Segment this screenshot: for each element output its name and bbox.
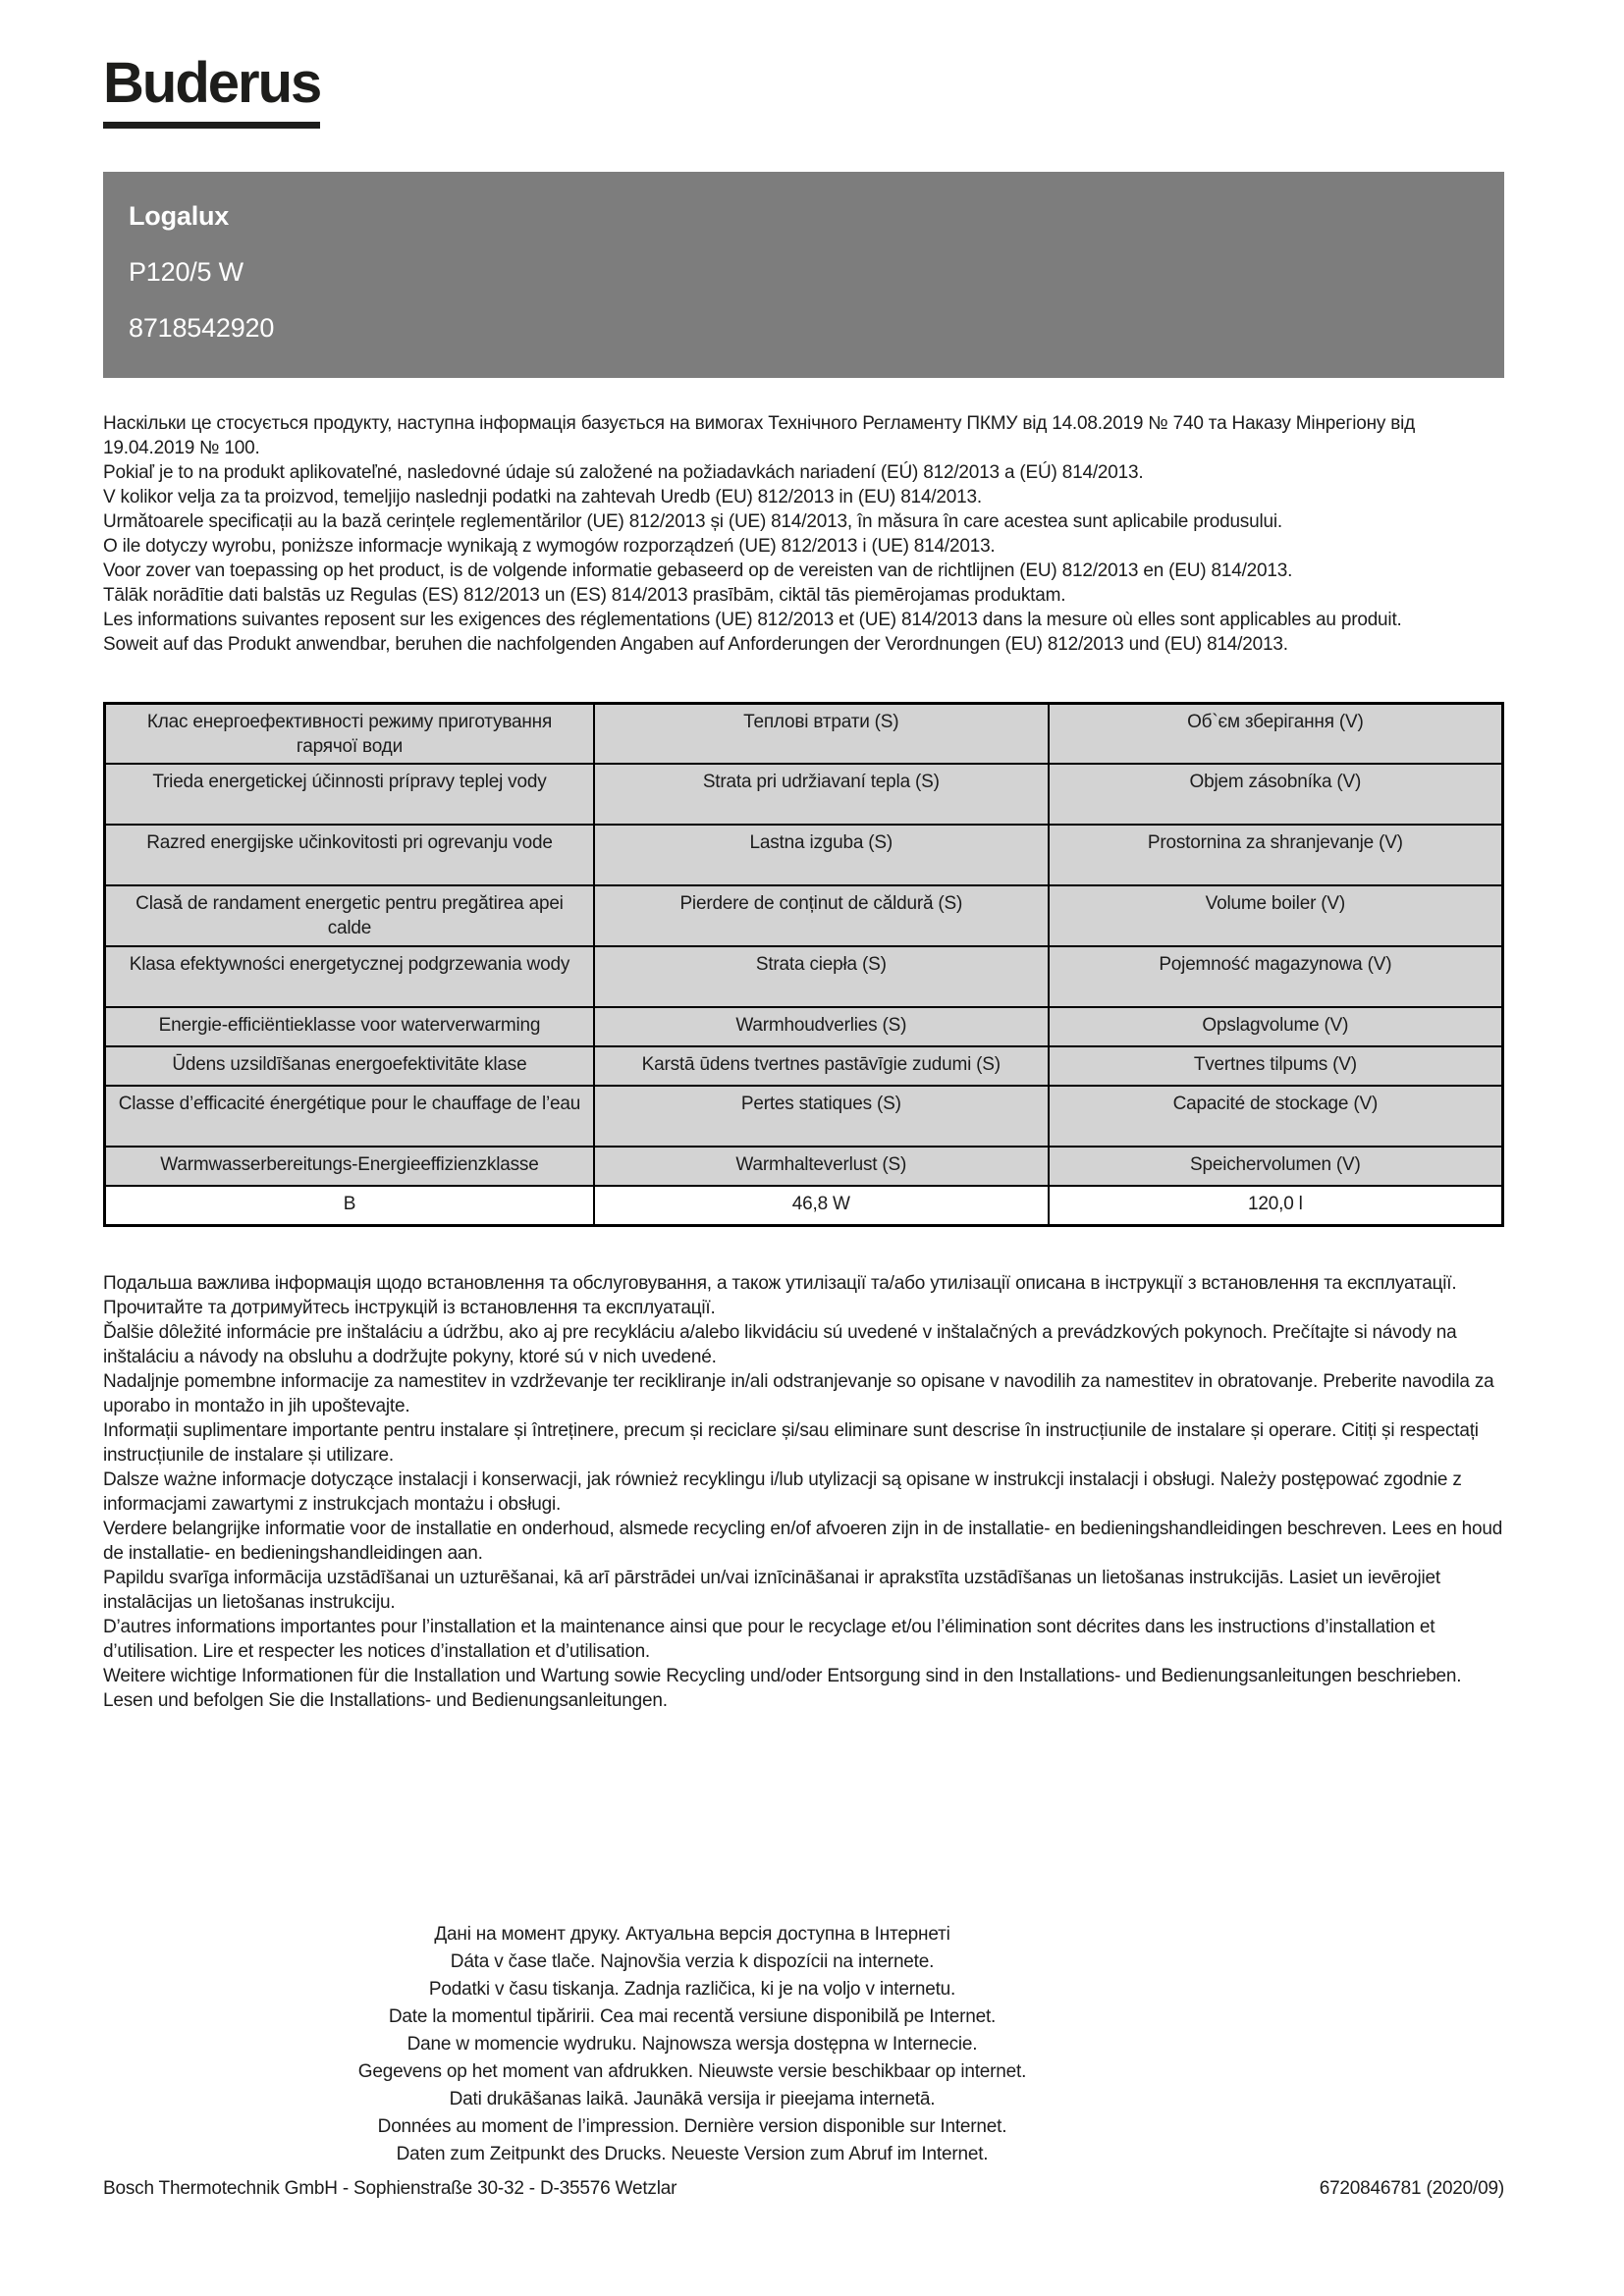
intro-line: Voor zover van toepassing op het product, is de volgende informatie gebaseerd op de vereisten van de richtlijnen (EU) 812/2013 en (EU) 814/2013. xyxy=(103,560,1293,581)
standing-loss-label: Pertes statiques (S) xyxy=(594,1086,1049,1147)
efficiency-class-label: Warmwasserbereitungs-Energieeffizienzklasse xyxy=(105,1147,594,1186)
efficiency-class-label: Classe d’efficacité énergétique pour le chauffage de l’eau xyxy=(105,1086,594,1147)
info-line: Weitere wichtige Informationen für die Installation und Wartung sowie Recycling und/oder Entsorgung sind in den Installations- und Bedienungsanleitungen beschrieben. Lesen und befolgen Sie die Installations- und Bedienungsanleitungen. xyxy=(103,1665,1462,1711)
storage-volume-label: Speichervolumen (V) xyxy=(1049,1147,1503,1186)
print-date-line: Дані на момент друку. Актуальна версія доступна в Інтернеті xyxy=(434,1923,950,1945)
standing-loss-label: Strata pri udržiavaní tepla (S) xyxy=(594,764,1049,825)
storage-volume-label: Opslagvolume (V) xyxy=(1049,1007,1503,1046)
regulation-intro-paragraph xyxy=(103,411,1504,657)
product-model: P120/5 W xyxy=(129,256,244,287)
efficiency-class-label: Razred energijske učinkovitosti pri ogrevanju vode xyxy=(105,825,594,885)
energy-spec-table xyxy=(103,702,1504,1227)
intro-line: V kolikor velja za ta proizvod, temeljijo naslednji podatki na zahtevah Uredb (EU) 812/2013 in (EU) 814/2013. xyxy=(103,486,982,507)
info-line: Dalsze ważne informacje dotyczące instalacji i konserwacji, jak również recyklingu i/lub utylizacji są opisane w instrukcji instalacji i obsługi. Należy postępować zgodnie z informacjami zawartymi z instrukcjach montażu i obsługi. xyxy=(103,1468,1462,1515)
print-date-line: Date la momentul tipăririi. Cea mai recentă versiune disponibilă pe Internet. xyxy=(388,2005,997,2027)
table-row xyxy=(105,703,1503,764)
efficiency-class-label: Energie-efficiëntieklasse voor waterverwarming xyxy=(105,1007,594,1046)
storage-volume-label: Tvertnes tilpums (V) xyxy=(1049,1046,1503,1086)
product-order-number: 8718542920 xyxy=(129,312,275,343)
info-line: D’autres informations importantes pour l’installation et la maintenance ainsi que pour le recyclage et/ou l’élimination sont décrites dans les instructions d’installation et d’utilisation. Lire et respecter les notices d’installation et d’utilisation. xyxy=(103,1616,1435,1662)
table-row xyxy=(105,1147,1503,1186)
storage-volume-label: Volume boiler (V) xyxy=(1049,885,1503,946)
efficiency-class-label: Ūdens uzsildīšanas energoefektivitāte klase xyxy=(105,1046,594,1086)
storage-volume-label: Pojemność magazynowa (V) xyxy=(1049,946,1503,1007)
intro-line: Pokiaľ je to na produkt aplikovateľné, nasledovné údaje sú založené na požiadavkách nariadení (EÚ) 812/2013 a (EÚ) 814/2013. xyxy=(103,461,1144,483)
efficiency-class-value: B xyxy=(105,1186,594,1225)
print-date-line: Données au moment de l’impression. Dernière version disponible sur Internet. xyxy=(377,2115,1007,2137)
intro-line: O ile dotyczy wyrobu, poniższe informacje wynikają z wymogów rozporządzeń (UE) 812/2013 i (UE) 814/2013. xyxy=(103,535,996,557)
print-date-line: Gegevens op het moment van afdrukken. Nieuwste versie beschikbaar op internet. xyxy=(357,2060,1027,2082)
print-date-line: Dáta v čase tlače. Najnovšia verzia k dispozícii na internete. xyxy=(450,1950,935,1972)
storage-volume-label: Capacité de stockage (V) xyxy=(1049,1086,1503,1147)
table-row xyxy=(105,1007,1503,1046)
table-row xyxy=(105,1046,1503,1086)
efficiency-class-label: Klasa efektywności energetycznej podgrzewania wody xyxy=(105,946,594,1007)
table-row xyxy=(105,1086,1503,1147)
manufacturer-address: Bosch Thermotechnik GmbH - Sophienstraße 30-32 - D-35576 Wetzlar xyxy=(103,2177,677,2199)
standing-loss-value: 46,8 W xyxy=(594,1186,1049,1225)
table-values-row xyxy=(105,1186,1503,1225)
print-date-line: Daten zum Zeitpunkt des Drucks. Neueste Version zum Abruf im Internet. xyxy=(396,2143,989,2164)
standing-loss-label: Pierdere de conținut de căldură (S) xyxy=(594,885,1049,946)
info-line: Papildu svarīga informācija uzstādīšanai un uzturēšanai, kā arī pārstrādei un/vai iznīcināšanai ir aprakstīta uzstādīšanas un lietošanas instrukcijās. Lasiet un ievērojiet instalācijas un lietošanas instrukciju. xyxy=(103,1567,1440,1613)
page-footer xyxy=(103,2176,1504,2201)
print-date-line: Podatki v času tiskanja. Zadnja različica, ki je na voljo v internetu. xyxy=(428,1978,956,2000)
installation-info-paragraph xyxy=(103,1271,1504,1713)
storage-volume-value: 120,0 l xyxy=(1049,1186,1503,1225)
info-line: Nadaljnje pomembne informacije za namestitev in vzdrževanje ter recikliranje in/ali odstranjevanje so opisane v navodilih za namestitev in obratovanje. Preberite navodila za uporabo in montažo in jih upoštevajte. xyxy=(103,1370,1494,1416)
table-row xyxy=(105,885,1503,946)
table-row xyxy=(105,946,1503,1007)
intro-line: Les informations suivantes reposent sur les exigences des réglementations (UE) 812/2013 et (UE) 814/2013 dans la mesure où elles sont applicables au produit. xyxy=(103,609,1402,630)
storage-volume-label: Об`єм зберігання (V) xyxy=(1049,703,1503,764)
intro-line: Tālāk norādītie dati balstās uz Regulas (ES) 812/2013 un (ES) 814/2013 prasībām, ciktāl tās piemērojamas produktam. xyxy=(103,584,1066,606)
standing-loss-label: Теплові втрати (S) xyxy=(594,703,1049,764)
standing-loss-label: Lastna izguba (S) xyxy=(594,825,1049,885)
efficiency-class-label: Clasă de randament energetic pentru pregătirea apei calde xyxy=(105,885,594,946)
document-number: 6720846781 (2020/09) xyxy=(1319,2177,1504,2199)
standing-loss-label: Warmhalteverlust (S) xyxy=(594,1147,1049,1186)
print-date-line: Dane w momencie wydruku. Najnowsza wersja dostępna w Internecie. xyxy=(406,2033,978,2055)
intro-line: Наскільки це стосується продукту, наступна інформація базується на вимогах Технічного Регламенту ПКМУ від 14.08.2019 № 740 та Наказу Мінрегіону від 19.04.2019 № 100. xyxy=(103,412,1416,458)
standing-loss-label: Strata ciepła (S) xyxy=(594,946,1049,1007)
intro-line: Următoarele specificații au la bază cerințele reglementărilor (UE) 812/2013 și (UE) 814/2013, în măsura în care acestea sunt aplicabile produsului. xyxy=(103,510,1282,532)
info-line: Ďalšie dôležité informácie pre inštaláciu a údržbu, ako aj pre recykláciu a/alebo likvidáciu sú uvedené v inštalačných a prevádzkových pokynoch. Prečítajte si návody na inštaláciu a návody na obsluhu a dodržujte pokyny, ktoré sú v nich uvedené. xyxy=(103,1321,1457,1367)
storage-volume-label: Objem zásobníka (V) xyxy=(1049,764,1503,825)
storage-volume-label: Prostornina za shranjevanje (V) xyxy=(1049,825,1503,885)
print-date-block xyxy=(103,1921,1281,2168)
info-line: Verdere belangrijke informatie voor de installatie en onderhoud, alsmede recycling en/of afvoeren zijn in de installatie- en bedieningshandleidingen beschreven. Lees en houd de installatie- en bedieningshandleidingen aan. xyxy=(103,1518,1503,1564)
intro-line: Soweit auf das Produkt anwendbar, beruhen die nachfolgenden Angaben auf Anforderungen der Verordnungen (EU) 812/2013 und (EU) 814/2013. xyxy=(103,633,1288,655)
info-line: Informații suplimentare importante pentru instalare și întreținere, precum și reciclare și/sau eliminare sunt descrise în instrucțiunile de instalare și operare. Citiți și respectați instrucțiunile de instalare și utilizare. xyxy=(103,1419,1479,1466)
standing-loss-label: Warmhoudverlies (S) xyxy=(594,1007,1049,1046)
table-row xyxy=(105,825,1503,885)
product-series: Logalux xyxy=(129,200,230,231)
product-header-box xyxy=(103,172,1504,378)
print-date-line: Dati drukāšanas laikā. Jaunākā versija ir pieejama internetā. xyxy=(449,2088,936,2109)
standing-loss-label: Karstā ūdens tvertnes pastāvīgie zudumi (S) xyxy=(594,1046,1049,1086)
info-line: Подальша важлива інформація щодо встановлення та обслуговування, а також утилізації та/або утилізації описана в інструкції з встановлення та експлуатації. Прочитайте та дотримуйтесь інструкцій із встановлення та експлуатації. xyxy=(103,1272,1457,1318)
buderus-logo: Buderus xyxy=(103,54,320,129)
table-row xyxy=(105,764,1503,825)
efficiency-class-label: Клас енергоефективності режиму приготування гарячої води xyxy=(105,703,594,764)
efficiency-class-label: Trieda energetickej účinnosti prípravy teplej vody xyxy=(105,764,594,825)
